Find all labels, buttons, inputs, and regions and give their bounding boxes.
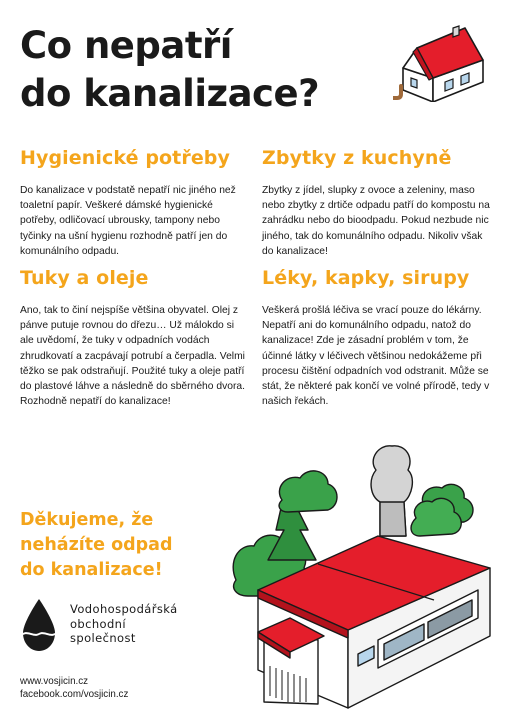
contact-links	[20, 675, 128, 701]
section-fats-heading: Tuky a oleje	[20, 267, 149, 289]
section-kitchen-heading: Zbytky z kuchyně	[262, 147, 452, 169]
section-fats	[20, 266, 245, 409]
company-line-1: Vodohospodářská	[70, 602, 178, 616]
company-logo	[20, 598, 230, 658]
page-title	[20, 22, 360, 118]
company-name	[70, 602, 178, 646]
house-icon	[393, 20, 491, 102]
thanks-message	[20, 508, 220, 583]
title-line-2: do kanalizace?	[20, 72, 320, 115]
section-fats-text: Ano, tak to činí nejspíše většina obyvatel. Olej z pánve putuje rovnou do dřezu… Už málokdo si ale uvědomí, že tuky v odpadních vodách zhrudkovatí a zacpávají potrubí a čerpadla. Velmi těžko se pak odstraňují. Použité tuky a oleje patří do plastové láhve a následně do sběrného dvora. Rozhodně nepatří do kanalizace!	[20, 305, 245, 408]
section-medicine	[262, 266, 494, 409]
thanks-line-2: neházíte odpad	[20, 535, 173, 555]
website-link[interactable]: www.vosjicin.cz	[20, 676, 89, 687]
section-kitchen-text: Zbytky z jídel, slupky z ovoce a zeleniny, maso nebo zbytky z drtiče odpadu patří do kompostu na zahrádku nebo do bioodpadu. Pokud nezbude nic jiného, tak do komunálního odpadu. Nikoliv však do kanalizace!	[262, 185, 490, 257]
chimney-smoke	[371, 446, 412, 536]
treatment-plant-icon	[228, 440, 498, 712]
section-hygiene-text: Do kanalizace v podstatě nepatří nic jiného než toaletní papír. Veškeré dámské hygienické potřeby, odličovací ubrousky, tampony nebo tyčinky na ušní hygienu rozhodně patří jen do komunálního odpadu.	[20, 185, 236, 257]
section-kitchen	[262, 146, 494, 259]
section-medicine-text: Veškerá prošlá léčiva se vrací pouze do lékárny. Nepatří ani do komunálního odpadu, natož do kanalizace! Zde je zásadní problém v tom, že účinné látky v léčivech většinou nedokážeme při procesu čištění odpadních vod odstranit. Může se stát, že některé pak končí ve volné přírodě, tedy v našich řekách.	[262, 305, 490, 408]
facebook-link[interactable]: facebook.com/vosjicin.cz	[20, 689, 129, 700]
company-line-2: obchodní	[70, 616, 126, 631]
section-hygiene-heading: Hygienické potřeby	[20, 147, 230, 169]
title-line-1: Co nepatří	[20, 24, 232, 67]
water-drop-icon	[20, 598, 58, 652]
company-line-3: společnost	[70, 631, 136, 645]
section-hygiene	[20, 146, 245, 259]
section-medicine-heading: Léky, kapky, sirupy	[262, 267, 470, 289]
thanks-line-3: do kanalizace!	[20, 560, 163, 580]
thanks-line-1: Děkujeme, že	[20, 510, 154, 530]
